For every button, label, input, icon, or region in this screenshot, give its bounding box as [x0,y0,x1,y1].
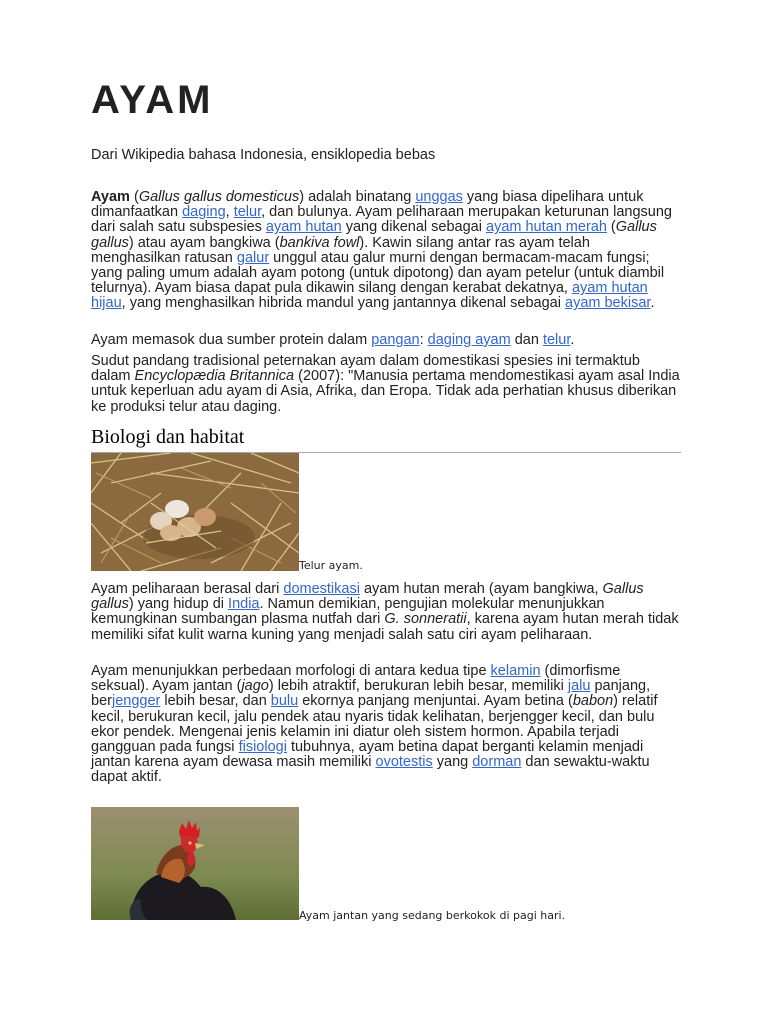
link-domestikasi[interactable]: domestikasi [283,581,360,597]
link-ayam-hutan-merah[interactable]: ayam hutan merah [486,219,607,236]
rooster-caption: Ayam jantan yang sedang berkokok di pagi hari. [299,909,566,922]
link-telur[interactable]: telur [233,204,262,221]
eggs-figure [91,453,299,576]
protein-paragraph: Ayam memasok dua sumber protein dalam pangan: daging ayam dan telur. [91,332,575,348]
origin-paragraph: Ayam peliharaan berasal dari domestikasi ayam hutan merah (ayam bangkiwa, Gallus gallus) yang hidup di India. Namun demikian, pengujian molekular menunjukkan kemungkinan sumbangan plasma nutfah dari G. sonneratii, karena ayam hutan merah tidak memiliki sifat kulit warna kuning yang menjadi salah satu ciri ayam peliharaan. [91,581,679,643]
intro-paragraph: Ayam (Gallus gallus domesticus) adalah binatang unggas yang biasa dipelihara untuk dimanfaatkan daging, telur, dan bulunya. Ayam peliharaan merupakan keturunan langsung dari salah satu subspesies ayam hutan yang dikenal sebagai ayam hutan merah (Gallus gallus) atau ayam bangkiwa (bankiva fowl). Kawin silang antar ras ayam telah menghasilkan ratusan galur unggul atau galur murni dengan bermacam-macam fungsi; yang paling umum adalah ayam potong (untuk dipotong) dan ayam petelur (untuk diambil telurnya). Ayam biasa dapat pula dikawin silang dengan kerabat dekatnya, ayam hutan hijau, yang menghasilkan hibrida mandul yang jantannya dikenal sebagai ayam bekisar. [91,189,672,312]
link-telur-2[interactable]: telur [542,332,571,348]
section-heading: Biologi dan habitat [91,426,681,453]
rooster-figure [91,807,299,925]
morphology-paragraph: Ayam menunjukkan perbedaan morfologi di antara kedua tipe kelamin (dimorfisme seksual). Ayam jantan (jago) lebih atraktif, berukuran lebih besar, memiliki jalu panjang, berjengger lebih besar, dan bulu ekornya panjang menjuntai. Ayam betina (babon) relatif kecil, berukuran kecil, jalu pendek atau nyaris tidak kelihatan, berjengger kecil, dan bulu ekor pendek. Mengenai jenis kelamin ini diatur oleh sistem hormon. Apabila terjadi gangguan pada fungsi fisiologi tubuhnya, ayam betina dapat berganti kelamin menjadi jantan karena ayam dewasa masih memiliki ovotestis yang dorman dan sewaktu-waktu dapat aktif. [91,663,658,786]
rooster-image [91,807,299,920]
link-dorman[interactable]: dorman [472,754,522,771]
bold-term: Ayam [91,189,130,205]
link-ayam-bekisar[interactable]: ayam bekisar [565,295,651,312]
page-title: AYAM [91,78,214,122]
link-unggas[interactable]: unggas [415,189,463,205]
eggs-in-nest-image [91,453,299,571]
link-bulu[interactable]: bulu [270,693,299,710]
page-subtitle: Dari Wikipedia bahasa Indonesia, ensiklopedia bebas [91,147,436,163]
eggs-caption: Telur ayam. [299,559,363,572]
link-pangan[interactable]: pangan [371,332,420,348]
link-ayam-hutan[interactable]: ayam hutan [265,219,342,236]
redlink-ovotestis[interactable]: ovotestis [375,754,433,771]
link-india[interactable]: India [228,596,260,613]
link-galur[interactable]: galur [236,249,270,266]
redlink-jalu[interactable]: jalu [567,678,591,695]
link-kelamin[interactable]: kelamin [490,663,541,679]
link-daging[interactable]: daging [182,204,226,221]
link-ayam-hutan-hijau[interactable]: ayam hutan hijau [91,280,648,312]
history-paragraph: Sudut pandang tradisional peternakan ayam dalam domestikasi spesies ini termaktub dalam Encyclopædia Britannica (2007): "Manusia pertama mendomestikasi ayam asal India untuk keperluan adu ayam di Asia, Afrika, dan Eropa. Tidak ada perhatian khusus diberikan ke produksi telur atau daging. [91,353,680,415]
link-jengger[interactable]: jengger [111,693,161,710]
link-daging-ayam[interactable]: daging ayam [427,332,511,348]
link-fisiologi[interactable]: fisiologi [238,739,287,756]
